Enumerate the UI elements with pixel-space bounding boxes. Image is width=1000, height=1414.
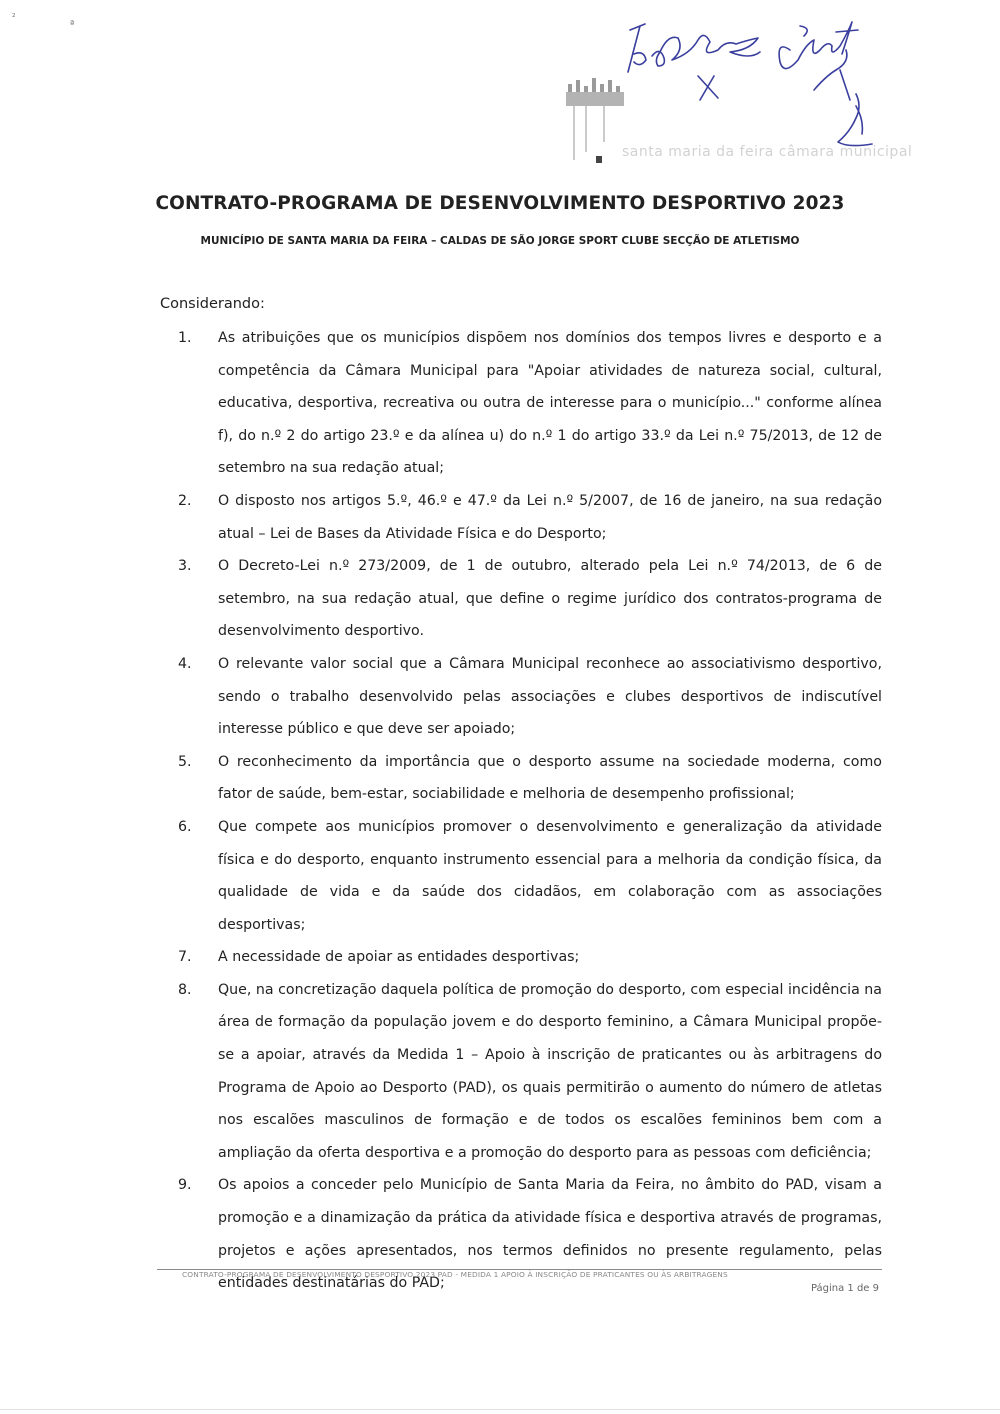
page-number: Página 1 de 9 (810, 1283, 879, 1294)
list-item (160, 322, 882, 485)
item-number: 2. (178, 492, 192, 509)
list-item (160, 550, 882, 648)
item-number: 4. (178, 655, 192, 672)
considerations-list (160, 322, 882, 1300)
item-number: 9. (178, 1177, 192, 1194)
item-text: O relevante valor social que a Câmara Municipal reconhece ao associativismo desportivo, sendo o trabalho desenvolvido pelas associações e clubes desportivos de indiscutível interesse público e que deve ser apoiado; (218, 655, 882, 738)
list-item (160, 974, 882, 1170)
logo-text: santa maria da feira câmara municipal (622, 144, 913, 160)
scan-mark-right: ª (70, 20, 75, 30)
item-number: 6. (178, 818, 192, 835)
scan-mark-left: ² (12, 13, 16, 23)
item-text: Que, na concretização daquela política de promoção do desporto, com especial incidência na área de formação da população jovem e do desporto feminino, a Câmara Municipal propõe-se a apoiar, através da Medida 1 – Apoio à inscrição de praticantes ou às arbitragens do Programa de Apoio ao Desporto (PAD), os quais permitirão o aumento do número de atletas nos escalões masculinos de formação e de todos os escalões femininos bem com a ampliação da oferta desportiva e a promoção do desporto para as pessoas com deficiência; (218, 981, 882, 1161)
item-text: Que compete aos municípios promover o desenvolvimento e generalização da atividade física e do desporto, enquanto instrumento essencial para a melhoria da condição física, da qualidade de vida e da saúde dos cidadãos, em colaboração com as associações desportivas; (218, 818, 882, 933)
intro-label: Considerando: (160, 296, 265, 312)
item-number: 1. (178, 330, 192, 346)
document-subtitle: MUNICÍPIO DE SANTA MARIA DA FEIRA – CALDAS DE SÃO JORGE SPORT CLUBE SECÇÃO DE ATLETISMO (200, 235, 800, 247)
list-item (160, 941, 882, 974)
scan-edge-line (0, 1409, 1000, 1410)
item-number: 3. (178, 558, 192, 575)
item-number: 5. (178, 753, 192, 770)
list-item (160, 1169, 882, 1299)
list-item (160, 485, 882, 550)
item-text: A necessidade de apoiar as entidades desportivas; (218, 949, 580, 966)
item-number: 8. (178, 981, 192, 998)
footer-text: CONTRATO-PROGRAMA DE DESENVOLVIMENTO DESPORTIVO 2023 PAD - MEDIDA 1 APOIO À INSCRIÇÃO DE PRATICANTES OU ÀS ARBITRAGENS (182, 1270, 728, 1279)
document-title: CONTRATO-PROGRAMA DE DESENVOLVIMENTO DESPORTIVO 2023 (155, 193, 845, 214)
item-number: 7. (178, 949, 192, 966)
municipality-logo (560, 72, 913, 167)
item-text: O disposto nos artigos 5.º, 46.º e 47.º da Lei n.º 5/2007, de 16 de janeiro, na sua redação atual – Lei de Bases da Atividade Física e do Desporto; (218, 492, 882, 542)
item-text: O Decreto-Lei n.º 273/2009, de 1 de outubro, alterado pela Lei n.º 74/2013, de 6 de setembro, na sua redação atual, que define o regime jurídico dos contratos-programa de desenvolvimento desportivo. (218, 558, 882, 640)
list-item (160, 648, 882, 746)
item-text: O reconhecimento da importância que o desporto assume na sociedade moderna, como fator de saúde, bem-estar, sociabilidade e melhoria de desempenho profissional; (218, 753, 882, 803)
list-item (160, 746, 882, 811)
item-text: As atribuições que os municípios dispõem nos domínios dos tempos livres e desporto e a competência da Câmara Municipal para "Apoiar atividades de natureza social, cultural, educativa, desportiva, recreativa ou outra de interesse para o município..." conforme alínea f), do n.º 2 do artigo 23.º e da alínea u) do n.º 1 do artigo 33.º da Lei n.º 75/2013, de 12 de setembro na sua redação atual; (218, 330, 882, 477)
item-text: Os apoios a conceder pelo Município de Santa Maria da Feira, no âmbito do PAD, visam a promoção e a dinamização da prática da atividade física e desportiva através de programas, projetos e ações apresentados, nos termos definidos no presente regulamento, pelas entidades destinatárias do PAD; (218, 1177, 882, 1292)
list-item (160, 811, 882, 941)
